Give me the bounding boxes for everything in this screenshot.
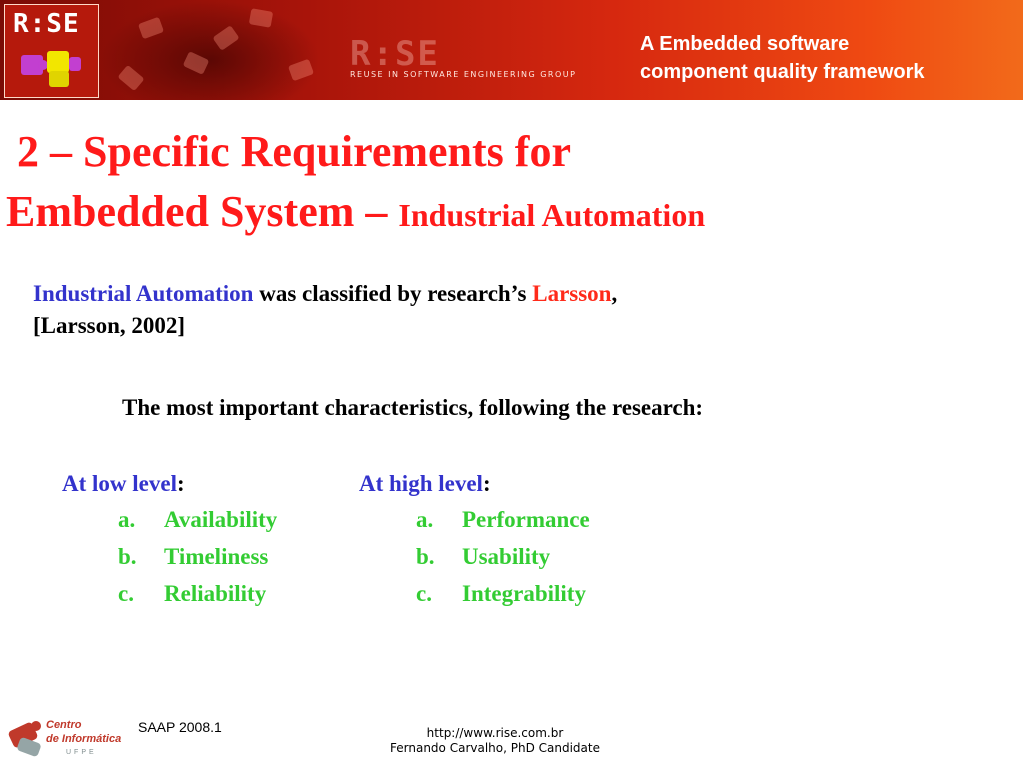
presentation-title [640,30,925,86]
group-logo: R:SE [350,34,440,74]
list-item [118,538,277,575]
slide-title-line1: 2 – Specific Requirements for [6,127,571,176]
logo-line1: Centro [46,719,82,731]
list-item-label: Timeliness [164,544,269,569]
list-item-label: Usability [462,544,551,569]
group-tagline: REUSE IN SOFTWARE ENGINEERING GROUP [350,70,577,79]
slide-subtitle: Industrial Automation [398,197,706,233]
presentation-title-line2: component quality framework [640,61,925,83]
intro-middle: was classified by research’s [253,281,533,306]
high-level-column [359,467,590,612]
low-level-heading [62,467,277,501]
low-level-column [62,467,277,612]
intro-paragraph [33,278,617,342]
list-marker: c. [118,581,134,606]
list-item-label: Performance [462,507,590,532]
high-level-heading-text: At high level [359,471,483,496]
slide-title-line2 [6,182,705,245]
high-level-heading-colon: : [482,471,491,496]
low-level-list [118,501,277,612]
intro-author: Larsson [532,281,612,306]
list-marker: a. [416,507,434,532]
logo-line3: UFPE [66,749,97,756]
list-item-label: Integrability [462,581,586,606]
low-level-heading-colon: : [176,471,185,496]
footer-url[interactable]: http://www.rise.com.br [426,726,564,740]
list-item [416,575,590,612]
puzzle-logo-icon [19,45,85,89]
slide-title-main: Embedded System – [6,187,399,236]
list-item [118,575,277,612]
rise-logo [4,4,99,98]
intro-comma: , [611,281,618,306]
list-item [118,501,277,538]
low-level-heading-text: At low level [62,471,177,496]
list-item-label: Reliability [164,581,267,606]
list-item [416,538,590,575]
list-marker: a. [118,507,136,532]
list-item [416,501,590,538]
course-label: SAAP 2008.1 [138,719,222,735]
list-marker: b. [416,544,435,569]
logo-line2: de Informática [46,733,122,745]
lead-sentence: The most important characteristics, following the research: [122,395,704,420]
footer-info [330,726,660,756]
high-level-heading [359,467,590,501]
presentation-title-line1: A Embedded software [640,33,850,55]
list-marker: b. [118,544,137,569]
header-banner [0,0,1023,100]
intro-citation: [Larsson, 2002] [33,313,186,338]
slide-title [6,122,705,245]
centro-informatica-logo [6,712,131,762]
rise-logo-text: R:SE [13,9,80,39]
list-marker: c. [416,581,432,606]
list-item-label: Availability [164,507,278,532]
intro-term: Industrial Automation [33,281,254,306]
intro-line1 [33,278,617,310]
footer-author: Fernando Carvalho, PhD Candidate [390,741,600,755]
high-level-list [416,501,590,612]
